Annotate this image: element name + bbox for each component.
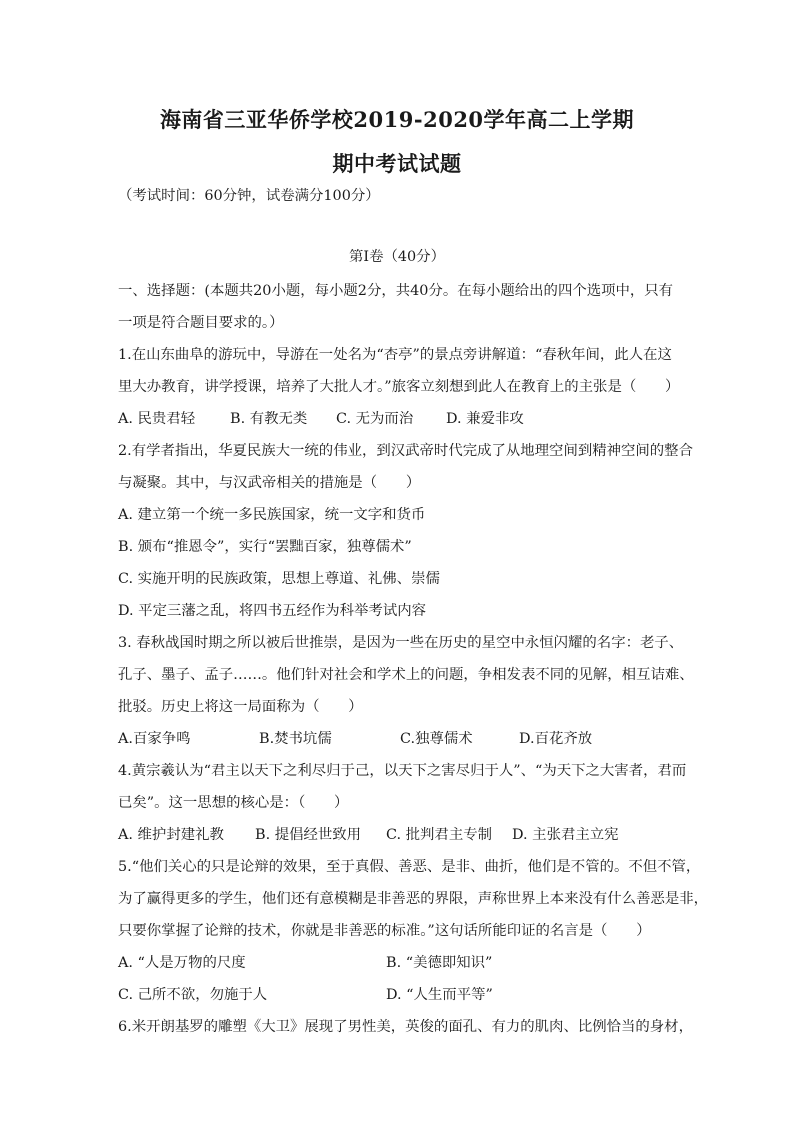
question-5-text-line: 5.“他们关心的只是论辩的效果，至于真假、善恶、是非、曲折，他们是不管的。不但不管，	[118, 859, 701, 875]
question-4-text-line: 4.黄宗羲认为“君主以天下之利尽归于己，以天下之害尽归于人”、“为天下之大害者，君而	[118, 763, 687, 779]
question-4-option-d: D. 主张君主立宪	[512, 827, 619, 843]
instructions-line-1: 一、选择题：(本题共20小题，每小题2分，共40分。在每小题给出的四个选项中，只有	[118, 283, 674, 299]
question-4-option-c: C. 批判君主专制	[386, 827, 492, 843]
exam-info: （考试时间：60分钟，试卷满分100分）	[118, 188, 380, 204]
question-2-option-b: B. 颁布“推恩令”，实行“罢黜百家，独尊儒术”	[118, 539, 412, 555]
exam-title-line-1: 海南省三亚华侨学校2019-2020学年高二上学期	[159, 107, 635, 132]
question-3-text-line: 孔子、墨子、孟子……。他们针对社会和学术上的问题，争相发表不同的见解，相互诘难、	[118, 667, 694, 683]
question-2-option-d: D. 平定三藩之乱，将四书五经作为科举考试内容	[118, 603, 426, 619]
question-3-option-a: A.百家争鸣	[118, 731, 191, 747]
question-1-option-d: D. 兼爱非攻	[446, 411, 524, 427]
question-3-option-b: B.焚书坑儒	[259, 731, 332, 747]
question-3-option-d: D.百花齐放	[519, 731, 593, 747]
question-5-option-a: A. “人是万物的尺度	[118, 955, 246, 971]
question-1-option-b: B. 有教无类	[230, 411, 308, 427]
question-2-text-line: 2.有学者指出，华夏民族大一统的伟业，到汉武帝时代完成了从地理空间到精神空间的整合	[118, 443, 693, 459]
question-5-text-line: 为了赢得更多的学生，他们还有意模糊是非善恶的界限，声称世界上本来没有什么善恶是非，	[118, 891, 709, 907]
question-1-text-line: 里大办教育，讲学授课，培养了大批人才。”旅客立刻想到此人在教育上的主张是（ ）	[118, 379, 680, 395]
question-5-option-c: C. 己所不欲，勿施于人	[118, 987, 268, 1003]
exam-title-line-2: 期中考试试题	[332, 151, 462, 176]
question-1-text-line: 1.在山东曲阜的游玩中，导游在一处名为“杏亭”的景点旁讲解道：“春秋年间，此人在这	[118, 347, 672, 363]
question-4-option-a: A. 维护封建礼教	[118, 827, 224, 843]
question-2-text-line: 与凝聚。其中，与汉武帝相关的措施是（ ）	[118, 475, 421, 491]
question-1-option-c: C. 无为而治	[336, 411, 414, 427]
question-3-text-line: 批驳。历史上将这一局面称为（ ）	[118, 699, 363, 715]
question-5-option-d: D. “人生而平等”	[386, 987, 493, 1003]
question-3-text-line: 3. 春秋战国时期之所以被后世推崇，是因为一些在历史的星空中永恒闪耀的名字：老子、	[118, 635, 684, 651]
question-2-option-a: A. 建立第一个统一多民族国家，统一文字和货币	[118, 507, 426, 523]
question-3-option-c: C.独尊儒术	[400, 731, 473, 747]
instructions-line-2: 一项是符合题目要求的。）	[118, 315, 284, 331]
question-5-text-line: 只要你掌握了论辩的技术，你就是非善恶的标准。”这句话所能印证的名言是（ ）	[118, 923, 651, 939]
question-5-option-b: B. “美德即知识”	[386, 955, 493, 971]
question-4-text-line: 已矣”。这一思想的核心是：（ ）	[118, 795, 349, 811]
question-6-text-line: 6.米开朗基罗的雕塑《大卫》展现了男性美，英俊的面孔、有力的肌肉、比例恰当的身材，	[118, 1019, 693, 1035]
question-2-option-c: C. 实施开明的民族政策，思想上尊道、礼佛、崇儒	[118, 571, 440, 587]
question-4-option-b: B. 提倡经世致用	[255, 827, 362, 843]
section-heading: 第I卷（40分）	[349, 249, 445, 265]
question-1-option-a: A. 民贵君轻	[118, 411, 196, 427]
